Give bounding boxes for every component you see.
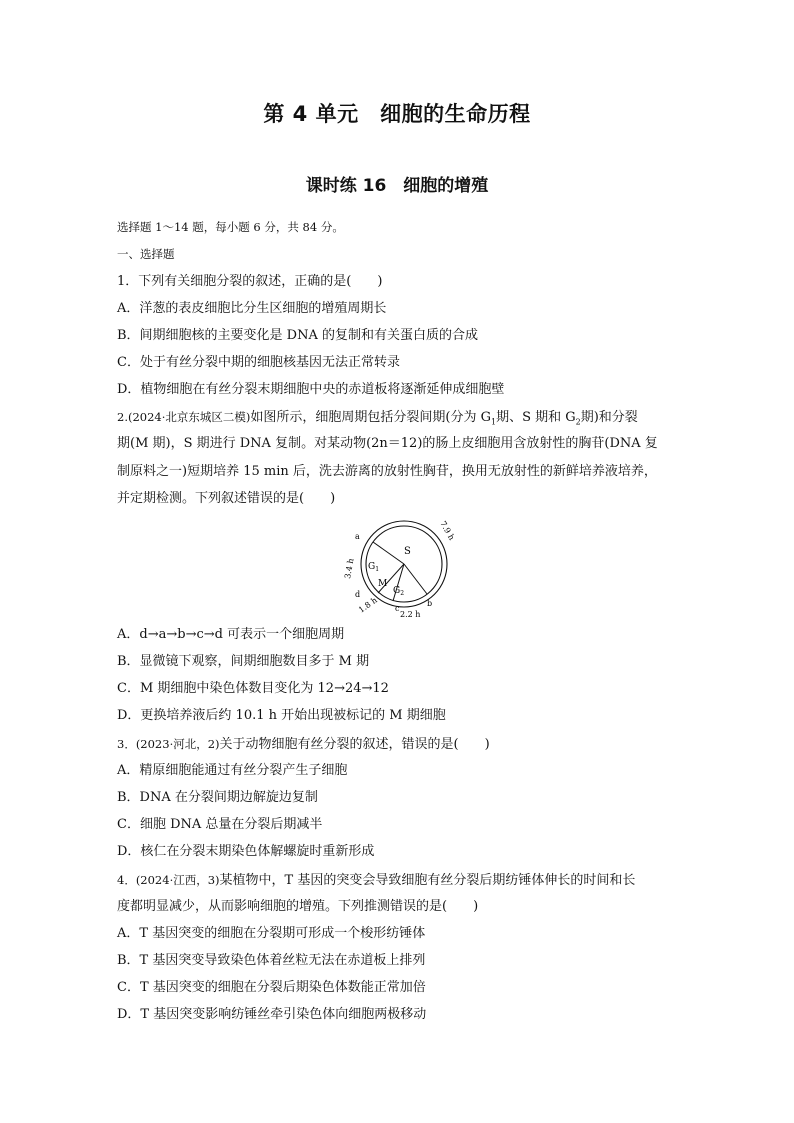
q2-text-part: 如图所示，细胞周期包括分裂间期(分为 G xyxy=(250,410,491,425)
duration-s: 7.9 h xyxy=(438,519,457,542)
cell-cycle-diagram xyxy=(338,517,466,619)
duration-m: 1.8 h xyxy=(356,595,379,615)
q1-stem: 1．下列有关细胞分裂的叙述，正确的是( ) xyxy=(117,274,383,289)
q1-option-a: A．洋葱的表皮细胞比分生区细胞的增殖周期长 xyxy=(117,301,387,316)
q4-option-c: C．T 基因突变的细胞在分裂后期染色体数能正常加倍 xyxy=(117,980,426,995)
q1-option-c: C．处于有丝分裂中期的细胞核基因无法正常转录 xyxy=(117,355,400,370)
q2-option-b: B．显微镜下观察，间期细胞数目多于 M 期 xyxy=(117,654,370,669)
q2-stem-line4: 并定期检测。下列叙述错误的是( ) xyxy=(117,491,336,506)
q3-option-d: D．核仁在分裂末期染色体解螺旋时重新形成 xyxy=(117,844,375,859)
label-s: S xyxy=(404,546,411,557)
q2-stem-line2: 期(M 期)，S 期进行 DNA 复制。对某动物(2n＝12)的肠上皮细胞用含放射性的胸苷(DNA 复 xyxy=(117,436,658,451)
q2-option-a: A．d→a→b→c→d 可表示一个细胞周期 xyxy=(117,627,345,642)
q4-option-b: B．T 基因突变导致染色体着丝粒无法在赤道板上排列 xyxy=(117,953,426,968)
section-heading: 一、选择题 xyxy=(117,247,175,261)
q4-stem-line1 xyxy=(117,872,635,889)
q2-option-c: C．M 期细胞中染色体数目变化为 12→24→12 xyxy=(117,681,389,696)
q2-stem-line1 xyxy=(117,409,638,431)
q3-option-a: A．精原细胞能通过有丝分裂产生子细胞 xyxy=(117,763,348,778)
q4-stem-line2: 度都明显减少，从而影响细胞的增殖。下列推测错误的是( ) xyxy=(117,899,479,914)
q2-stem-line3: 制原料之一)短期培养 15 min 后，洗去游离的放射性胸苷，换用无放射性的新鲜培养液培养， xyxy=(117,464,657,479)
q1-option-b: B．间期细胞核的主要变化是 DNA 的复制和有关蛋白质的合成 xyxy=(117,328,479,343)
duration-g1: 3.4 h xyxy=(343,557,356,580)
q3-stem xyxy=(117,736,490,753)
unit-title: 第 4 单元 细胞的生命历程 xyxy=(263,102,531,126)
q2-source: 2.(2024·北京东城区二模) xyxy=(117,410,251,424)
q4-option-d: D．T 基因突变影响纺锤丝牵引染色体向细胞两极移动 xyxy=(117,1007,427,1022)
point-b: b xyxy=(427,599,433,608)
boundary-b xyxy=(404,564,427,594)
instructions: 选择题 1～14 题，每小题 6 分，共 84 分。 xyxy=(117,220,344,234)
lesson-title: 课时练 16 细胞的增殖 xyxy=(305,176,489,196)
label-m: M xyxy=(378,579,388,589)
point-d: d xyxy=(355,590,361,599)
q3-option-c: C．细胞 DNA 总量在分裂后期减半 xyxy=(117,817,323,832)
q2-text-part: 期)和分裂 xyxy=(580,410,638,425)
label-g1: $G_1$ xyxy=(368,562,380,573)
subscript: 1 xyxy=(490,417,497,427)
duration-g2: 2.2 h xyxy=(400,610,421,619)
q4-option-a: A．T 基因突变的细胞在分裂期可形成一个梭形纺锤体 xyxy=(117,926,426,941)
boundary-a xyxy=(373,542,404,564)
label-g2: $G_2$ xyxy=(393,586,405,597)
q4-source: 4．(2024·江西，3) xyxy=(117,873,220,887)
q2-option-d: D．更换培养液后约 10.1 h 开始出现被标记的 M 期细胞 xyxy=(117,708,446,723)
q3-text-part: 关于动物细胞有丝分裂的叙述，错误的是( ) xyxy=(219,737,490,752)
q3-option-b: B．DNA 在分裂间期边解旋边复制 xyxy=(117,790,318,805)
q1-option-d: D．植物细胞在有丝分裂末期细胞中央的赤道板将逐渐延伸成细胞壁 xyxy=(117,382,505,397)
point-a: a xyxy=(355,532,360,541)
q3-source: 3．(2023·河北，2) xyxy=(117,737,220,751)
q4-text-part: 某植物中，T 基因的突变会导致细胞有丝分裂后期纺锤体伸长的时间和长 xyxy=(219,873,636,888)
point-c: c xyxy=(395,604,400,613)
subscript: 2 xyxy=(575,417,581,427)
q2-text-part: 期、S 期和 G xyxy=(496,410,576,425)
